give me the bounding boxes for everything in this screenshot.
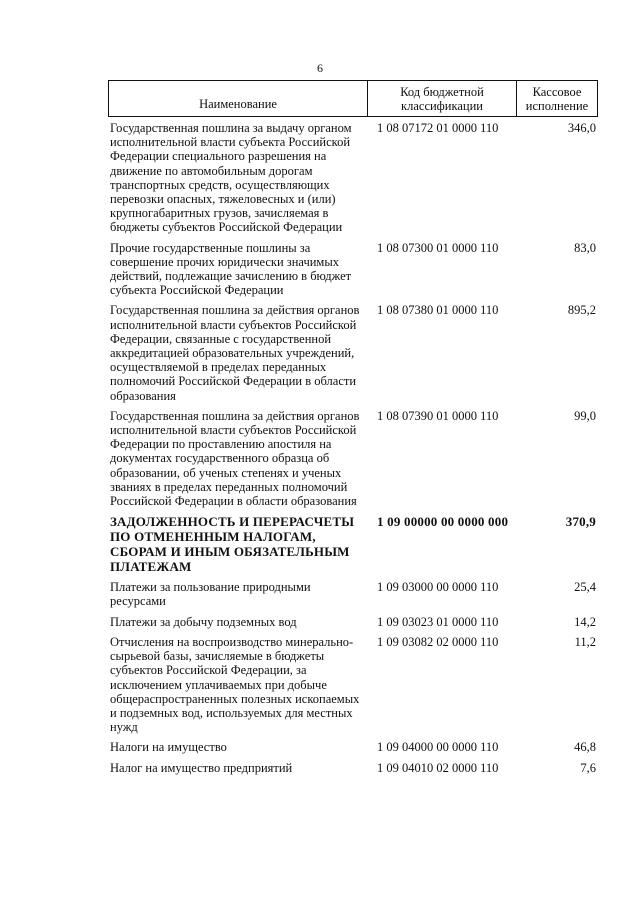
row-name: Налог на имущество предприятий	[110, 760, 293, 775]
table-row	[108, 740, 598, 754]
row-code: 1 08 07390 01 0000 110	[377, 408, 499, 423]
header-amount: Кассовое исполнение	[516, 81, 598, 116]
table-row	[108, 615, 598, 629]
row-name: Платежи за добычу подземных вод	[110, 614, 297, 629]
row-code: 1 08 07300 01 0000 110	[377, 240, 499, 255]
row-code: 1 08 07172 01 0000 110	[377, 121, 499, 135]
row-name: Отчисления на воспроизводство минерально-сырьевой базы, зачисляемые в бюджеты субъектов Российской Федерации, за исключением уплачиваемых при добыче общераспространенных полезных ископаемых и подземных вод, используемых для местных нужд	[110, 634, 360, 735]
row-name: Государственная пошлина за действия органов исполнительной власти субъектов Российской Федерации по проставлению апостиля на документах государственного образца об образовании, об ученых степенях и ученых званиях в пределах переданных полномочий Российской Федерации в области образования	[110, 408, 360, 509]
row-code: 1 09 00000 00 0000 000	[377, 514, 509, 530]
table-row	[108, 761, 598, 775]
row-amount: 46,8	[574, 740, 596, 755]
row-name: Прочие государственные пошлины за совершение прочих юридически значимых действий, подлежащие зачислению в бюджет субъекта Российской Федерации	[110, 240, 352, 298]
row-amount: 895,2	[567, 303, 596, 318]
row-code: 1 09 03082 02 0000 110	[377, 634, 499, 649]
row-amount: 346,0	[567, 121, 596, 135]
table-row	[108, 303, 598, 402]
row-code: 1 09 04010 02 0000 110	[377, 760, 499, 775]
row-name: Налоги на имущество	[110, 740, 227, 755]
row-name: Государственная пошлина за выдачу органом исполнительной власти субъекта Российской Федерации специального разрешения на движение по автомобильным дорогам транспортных средств, осуществляющих перевозки опасных, тяжеловесных и (или) крупногабаритных грузов, зачисляемая в бюджеты субъектов Российской Федерации	[110, 121, 352, 235]
row-code: 1 09 03000 00 0000 110	[377, 580, 499, 595]
table-row	[108, 580, 598, 608]
row-amount: 83,0	[574, 240, 596, 255]
row-amount: 99,0	[574, 408, 596, 423]
row-amount: 7,6	[580, 760, 596, 775]
table-body	[108, 121, 598, 775]
row-amount: 25,4	[574, 580, 596, 595]
row-code: 1 08 07380 01 0000 110	[377, 303, 499, 318]
budget-table	[108, 80, 598, 775]
table-row	[108, 241, 598, 298]
table-row	[108, 121, 598, 235]
table-header	[108, 80, 598, 117]
table-row	[108, 635, 598, 734]
table-row	[108, 514, 598, 574]
row-code: 1 09 03023 01 0000 110	[377, 614, 499, 629]
header-code: Код бюджетной классификации	[367, 81, 516, 116]
table-row	[108, 409, 598, 508]
row-code: 1 09 04000 00 0000 110	[377, 740, 499, 755]
header-name: Наименование	[108, 81, 367, 116]
row-name: ЗАДОЛЖЕННОСТЬ И ПЕРЕРАСЧЕТЫ ПО ОТМЕНЕННЫМ НАЛОГАМ, СБОРАМ И ИНЫМ ОБЯЗАТЕЛЬНЫМ ПЛАТЕЖАМ	[110, 514, 355, 575]
row-name: Платежи за пользование природными ресурсами	[110, 580, 311, 609]
page-number: 6	[317, 61, 323, 75]
row-amount: 11,2	[574, 634, 596, 649]
row-amount: 370,9	[565, 514, 596, 530]
row-name: Государственная пошлина за действия органов исполнительной власти субъектов Российской Федерации, связанные с государственной аккредитацией образовательных учреждений, осуществляемой в пределах переданных полномочий Российской Федерации в области образования	[110, 303, 360, 403]
row-amount: 14,2	[574, 614, 596, 629]
